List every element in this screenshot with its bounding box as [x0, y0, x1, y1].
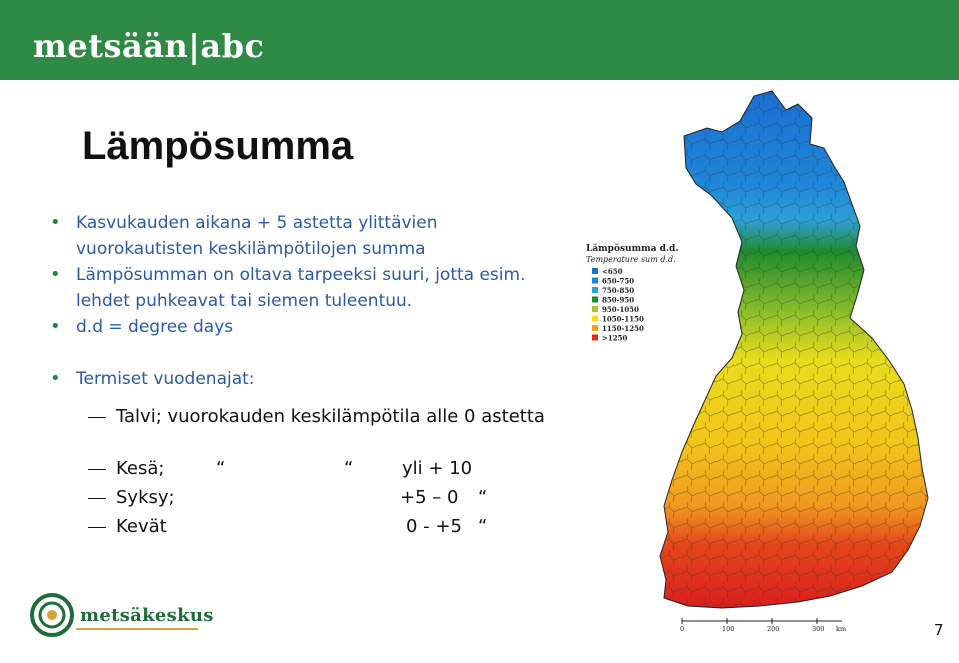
legend-label: 750-850 [602, 286, 635, 295]
page-number: 7 [934, 621, 944, 639]
dash-marker [88, 417, 106, 418]
legend-label: 650-750 [602, 276, 635, 286]
ditto-mark: “ [478, 487, 488, 508]
scale-bar [680, 618, 846, 633]
season-summer [88, 456, 558, 482]
municipal-borders [660, 91, 928, 608]
scale-label: 100 [722, 625, 735, 633]
legend-swatch [592, 335, 598, 341]
bullet-item: • Kasvukauden aikana + 5 astetta ylittävien vuorokautisten keskilämpötilojen summa [48, 210, 568, 262]
bullet-item: • Lämpösumman on oltava tarpeeksi suuri, jotta esim. lehdet puhkeavat tai siemen tuleentuu. [48, 262, 568, 314]
legend-label: <650 [602, 267, 623, 276]
season-range: 0 - +5 [406, 516, 462, 537]
season-name: Kevät [116, 516, 167, 537]
season-winter [88, 404, 558, 430]
bullet-item: • d.d = degree days [48, 314, 568, 340]
scale-label: 300 [812, 625, 825, 633]
finland-temperature-sum-map [572, 86, 959, 636]
dash-marker [88, 527, 106, 528]
legend-label: 1150-1250 [602, 324, 644, 333]
legend-title: Lämpösumma d.d. [586, 244, 679, 254]
bullet-list [48, 210, 568, 392]
legend-swatch [592, 287, 598, 293]
scale-label: km [836, 625, 847, 633]
header-bar [0, 0, 959, 80]
legend-subtitle: Temperature sum d.d. [586, 255, 676, 264]
season-range: yli + 10 [402, 458, 473, 479]
legend-swatch [592, 316, 598, 322]
season-text: Talvi; vuorokauden keskilämpötila alle 0 astetta [116, 406, 545, 427]
metsakeskus-emblem-icon [30, 593, 74, 637]
footer-underline [76, 628, 198, 630]
ditto-mark: “ [216, 458, 226, 479]
scale-label: 0 [680, 625, 685, 633]
season-autumn [88, 485, 558, 511]
season-name: Syksy; [116, 487, 175, 508]
legend-label: >1250 [602, 333, 628, 343]
legend-label: 950-1050 [602, 305, 639, 314]
season-spring [88, 514, 558, 540]
season-range: +5 – 0 [400, 487, 459, 508]
legend-swatch [592, 306, 598, 312]
metsakeskus-logo-text: metsäkeskus [80, 605, 214, 626]
ditto-mark: “ [478, 516, 488, 537]
legend-swatch [592, 268, 598, 274]
legend-label: 850-950 [602, 295, 635, 305]
dash-marker [88, 498, 106, 499]
season-name: Kesä; [116, 458, 165, 479]
legend-swatch [592, 325, 598, 331]
metsaan-abc-logo: metsään|abc [33, 27, 265, 65]
slide-title: Lämpösumma [82, 124, 354, 168]
map-legend [586, 243, 678, 343]
legend-swatch [592, 278, 598, 284]
dash-marker [88, 469, 106, 470]
ditto-mark: “ [344, 458, 354, 479]
legend-label: 1050-1150 [602, 314, 644, 324]
scale-label: 200 [767, 625, 780, 633]
bullet-item: • Termiset vuodenajat: [48, 366, 568, 392]
legend-swatch [592, 297, 598, 303]
